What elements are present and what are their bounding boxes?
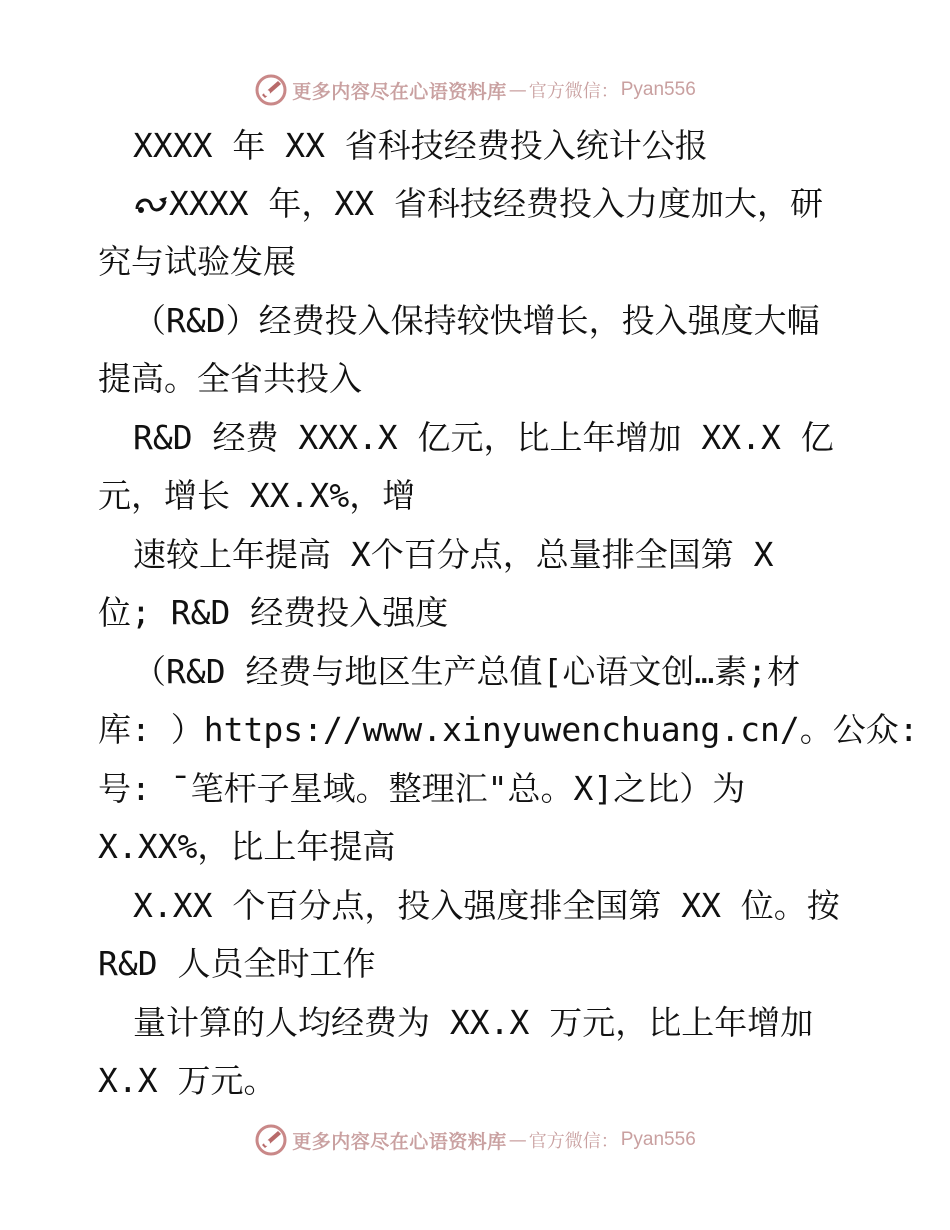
document-line: R&D 经费 XXX.X 亿元，比上年增加 XX.X 亿: [133, 418, 834, 457]
banner-text: 更多内容尽在心语资料库: [292, 1130, 507, 1153]
document-line: 速较上年提高 X个百分点，总量排全国第 X: [133, 535, 774, 574]
document-line: （R&D 经费与地区生产总值[心语文创…素;材: [133, 652, 801, 691]
swirl-bullet-icon: [133, 193, 169, 217]
document-line: X.X 万元。: [98, 1061, 277, 1100]
banner-text: 更多内容尽在心语资料库: [292, 80, 507, 103]
footer-watermark-banner: [0, 1120, 950, 1160]
document-title: XXXX 年 XX 省科技经费投入统计公报: [133, 126, 708, 165]
brand-logo-icon: [254, 1123, 288, 1157]
banner-wechat-id: Pyan556: [620, 79, 696, 100]
banner-separator: —: [508, 79, 527, 101]
document-line: 库: ）https://www.xinyuwenchuang.cn/。公众:: [98, 710, 919, 749]
brand-logo-icon: [254, 73, 288, 107]
document-line: 号: ¯笔杆子星域。整理汇"总。X]之比）为: [98, 769, 746, 808]
document-line: 位; R&D 经费投入强度: [98, 593, 449, 632]
document-line-text: XXXX 年，XX 省科技经费投入力度加大，研: [169, 184, 823, 223]
banner-wechat-label: 官方微信：: [528, 1131, 619, 1152]
banner-separator: —: [508, 1129, 527, 1151]
document-line: X.XX%，比上年提高: [98, 827, 396, 866]
banner-wechat-label: 官方微信：: [528, 81, 619, 102]
document-line: 提高。全省共投入: [98, 359, 362, 398]
header-watermark-banner: [0, 70, 950, 110]
document-line: （R&D）经费投入保持较快增长，投入强度大幅: [133, 301, 820, 340]
document-line: 究与试验发展: [98, 242, 296, 281]
banner-wechat-id: Pyan556: [620, 1129, 696, 1150]
document-line: 量计算的人均经费为 XX.X 万元，比上年增加: [133, 1003, 814, 1042]
document-line: R&D 人员全时工作: [98, 944, 376, 983]
document-line: [133, 184, 823, 224]
document-line: 元，增长 XX.X%，增: [98, 476, 416, 515]
document-line: X.XX 个百分点，投入强度排全国第 XX 位。按: [133, 886, 840, 925]
